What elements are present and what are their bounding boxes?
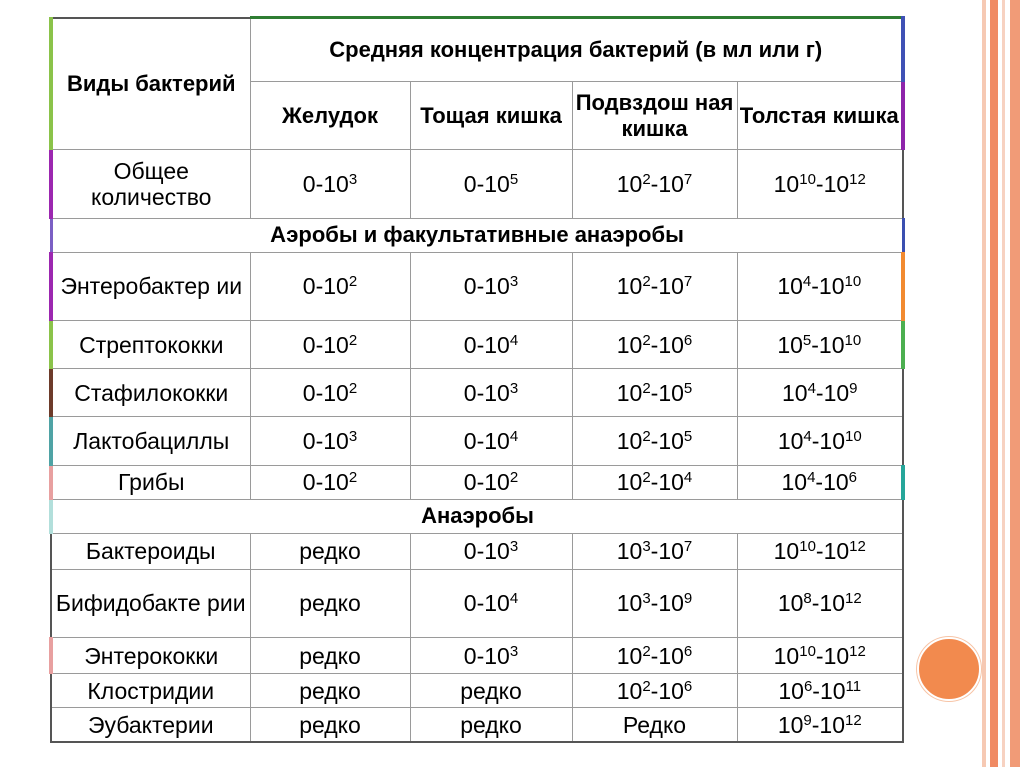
row-name: Стафилококки: [51, 369, 250, 417]
exponent: 9: [683, 590, 693, 608]
value-text: -10: [811, 590, 845, 617]
stripe: [1010, 0, 1020, 767]
row-name: Грибы: [51, 465, 250, 499]
exponent: 2: [348, 273, 358, 291]
value-cell: [572, 417, 737, 465]
table-row: [51, 674, 903, 708]
value-text: -10: [815, 171, 850, 198]
value-text: -10: [815, 538, 850, 565]
table-row: [51, 533, 903, 569]
value-text: -10: [650, 379, 684, 406]
value-cell: [737, 674, 903, 708]
value-cell: [737, 252, 903, 320]
value-cell: [410, 674, 572, 708]
exponent: 2: [642, 379, 651, 397]
value-text: 10: [777, 273, 803, 300]
table-row: [51, 252, 903, 320]
value-text: 0-10: [302, 427, 349, 454]
exponent: 2: [642, 427, 651, 445]
table-row: [51, 417, 903, 465]
exponent: 12: [849, 538, 866, 556]
decorative-stripes: [980, 0, 1024, 767]
value-text: 0-10: [302, 469, 349, 496]
value-cell: [250, 674, 410, 708]
header-stomach: Желудок: [250, 82, 410, 150]
value-cell: [250, 465, 410, 499]
exponent: 3: [509, 642, 519, 660]
value-text: 10: [777, 427, 804, 454]
value-text: -10: [650, 427, 684, 454]
value-cell: [737, 638, 903, 674]
exponent: 4: [802, 273, 812, 291]
value-cell: [410, 465, 572, 499]
value-cell: [572, 638, 737, 674]
value-text: -10: [811, 331, 845, 358]
exponent: 2: [642, 677, 651, 695]
value-cell: [410, 369, 572, 417]
table-row: [51, 150, 903, 218]
decorative-circle: [917, 637, 981, 701]
value-text: 10: [777, 711, 804, 738]
value-text: -10: [811, 273, 845, 300]
value-text: 0-10: [463, 469, 510, 496]
value-text: -10: [815, 642, 850, 669]
value-text: 10: [616, 331, 643, 358]
value-cell: [572, 252, 737, 320]
table-row: [51, 638, 903, 674]
row-name: Общее количество: [51, 150, 250, 218]
exponent: 9: [849, 379, 858, 397]
exponent: 6: [683, 331, 693, 349]
value-cell: [737, 569, 903, 637]
exponent: 2: [642, 642, 651, 660]
value-text: -10: [650, 538, 684, 565]
exponent: 2: [348, 379, 358, 397]
row-name: Клостридии: [51, 674, 250, 708]
value-text: -10: [650, 273, 684, 300]
value-cell: [572, 150, 737, 218]
value-cell: [250, 321, 410, 369]
value-text: редко: [299, 711, 361, 738]
value-text: 10: [777, 590, 804, 617]
value-text: -10: [650, 642, 684, 669]
row-name: Лактобациллы: [51, 417, 250, 465]
exponent: 6: [848, 469, 858, 487]
value-cell: [410, 533, 572, 569]
value-cell: [737, 465, 903, 499]
table-row: [51, 465, 903, 499]
exponent: 12: [849, 171, 866, 189]
value-text: 0-10: [302, 171, 349, 198]
value-text: -10: [815, 469, 849, 496]
value-text: 10: [616, 273, 643, 300]
exponent: 5: [683, 379, 693, 397]
exponent: 10: [799, 642, 816, 660]
value-text: 10: [773, 171, 800, 198]
value-text: 10: [616, 642, 643, 669]
table-row: [51, 708, 903, 742]
exponent: 7: [683, 273, 693, 291]
exponent: 5: [683, 427, 693, 445]
value-cell: [737, 533, 903, 569]
value-text: 10: [773, 538, 800, 565]
exponent: 2: [642, 273, 651, 291]
value-text: 10: [781, 469, 808, 496]
value-text: 10: [773, 642, 800, 669]
exponent: 6: [803, 677, 813, 695]
exponent: 5: [802, 331, 812, 349]
exponent: 3: [642, 538, 651, 556]
value-text: -10: [650, 590, 684, 617]
table-row: [51, 369, 903, 417]
value-text: -10: [650, 469, 684, 496]
value-cell: [410, 569, 572, 637]
value-text: 0-10: [302, 273, 349, 300]
exponent: 10: [844, 273, 862, 291]
value-cell: [572, 533, 737, 569]
exponent: 7: [683, 171, 693, 189]
exponent: 2: [348, 331, 358, 349]
exponent: 4: [807, 469, 816, 487]
value-cell: [250, 417, 410, 465]
value-text: 0-10: [463, 642, 510, 669]
value-cell: [410, 708, 572, 742]
header-jejunum: Тощая кишка: [410, 82, 572, 150]
value-text: 10: [616, 538, 643, 565]
header-concentration: Средняя концентрация бактерий (в мл или г): [250, 18, 903, 82]
value-text: -10: [815, 379, 850, 406]
value-text: 0-10: [463, 538, 510, 565]
exponent: 2: [642, 331, 651, 349]
exponent: 12: [845, 711, 862, 729]
table-row: [51, 321, 903, 369]
row-name: Эубактерии: [51, 708, 250, 742]
row-name: Бактероиды: [51, 533, 250, 569]
value-text: 0-10: [463, 427, 510, 454]
exponent: 4: [683, 469, 693, 487]
value-text: редко: [299, 538, 361, 565]
value-cell: [410, 638, 572, 674]
value-text: -10: [811, 427, 845, 454]
value-cell: [737, 417, 903, 465]
exponent: 6: [683, 677, 693, 695]
exponent: 3: [348, 171, 358, 189]
table-row: [51, 569, 903, 637]
stripe: [990, 0, 998, 767]
exponent: 4: [509, 331, 519, 349]
row-name: Стрептококки: [51, 321, 250, 369]
value-cell: [572, 369, 737, 417]
exponent: 2: [642, 469, 651, 487]
value-cell: [250, 369, 410, 417]
exponent: 9: [803, 711, 812, 729]
value-text: 10: [616, 469, 643, 496]
exponent: 10: [844, 331, 862, 349]
value-cell: [572, 321, 737, 369]
value-text: редко: [299, 590, 361, 617]
value-text: 0-10: [463, 331, 510, 358]
exponent: 12: [845, 590, 862, 608]
exponent: 8: [803, 590, 812, 608]
exponent: 12: [849, 642, 866, 660]
value-cell: [737, 708, 903, 742]
exponent: 3: [348, 427, 358, 445]
value-cell: [572, 708, 737, 742]
exponent: 3: [509, 273, 519, 291]
exponent: 3: [642, 590, 651, 608]
value-text: 0-10: [463, 171, 510, 198]
value-text: 10: [616, 171, 643, 198]
section-aerobes: Аэробы и факультативные анаэробы: [51, 218, 903, 252]
row-name: Энтерококки: [51, 638, 250, 674]
value-text: 0-10: [463, 590, 510, 617]
value-cell: [737, 321, 903, 369]
value-cell: [250, 638, 410, 674]
exponent: 6: [683, 642, 693, 660]
value-text: редко: [460, 711, 522, 738]
exponent: 4: [509, 427, 519, 445]
value-cell: [410, 417, 572, 465]
value-text: 10: [777, 331, 803, 358]
exponent: 4: [803, 427, 812, 445]
row-name: Энтеробактер ии: [51, 252, 250, 320]
value-text: -10: [650, 331, 684, 358]
value-cell: [572, 674, 737, 708]
value-cell: [250, 708, 410, 742]
value-cell: [250, 150, 410, 218]
value-text: 10: [616, 427, 643, 454]
exponent: 5: [509, 171, 519, 189]
value-text: 10: [778, 677, 804, 704]
value-text: 10: [616, 379, 643, 406]
value-cell: [737, 150, 903, 218]
value-text: 10: [616, 677, 643, 704]
exponent: 2: [348, 469, 358, 487]
exponent: 2: [642, 171, 651, 189]
value-text: -10: [811, 711, 845, 738]
value-text: 0-10: [463, 273, 510, 300]
exponent: 10: [845, 427, 862, 445]
value-cell: [572, 569, 737, 637]
header-colon: Толстая кишка: [737, 82, 903, 150]
value-text: 0-10: [302, 331, 349, 358]
value-cell: [250, 252, 410, 320]
row-name: Бифидобакте рии: [51, 569, 250, 637]
value-cell: [250, 569, 410, 637]
value-text: Редко: [622, 711, 687, 738]
bacteria-concentration-table: [49, 16, 905, 743]
exponent: 2: [509, 469, 519, 487]
exponent: 10: [799, 171, 816, 189]
value-text: 0-10: [302, 379, 349, 406]
value-text: 10: [781, 379, 808, 406]
stripe: [1002, 0, 1005, 767]
stripe: [982, 0, 986, 767]
header-species: Виды бактерий: [51, 18, 250, 150]
value-text: -10: [650, 171, 684, 198]
value-text: -10: [650, 677, 684, 704]
value-text: 10: [616, 590, 643, 617]
value-text: -10: [812, 677, 846, 704]
exponent: 3: [509, 538, 519, 556]
value-text: редко: [299, 677, 361, 704]
exponent: 4: [509, 590, 519, 608]
value-cell: [737, 369, 903, 417]
value-cell: [250, 533, 410, 569]
value-cell: [410, 252, 572, 320]
header-ileum: Подвздош ная кишка: [572, 82, 737, 150]
value-cell: [410, 150, 572, 218]
section-anaerobes: Анаэробы: [51, 499, 903, 533]
exponent: 11: [845, 677, 862, 695]
value-text: редко: [460, 677, 522, 704]
value-text: редко: [299, 642, 361, 669]
exponent: 7: [683, 538, 693, 556]
exponent: 4: [807, 379, 816, 397]
exponent: 10: [799, 538, 816, 556]
value-cell: [410, 321, 572, 369]
value-text: 0-10: [463, 379, 510, 406]
value-cell: [572, 465, 737, 499]
exponent: 3: [509, 379, 519, 397]
